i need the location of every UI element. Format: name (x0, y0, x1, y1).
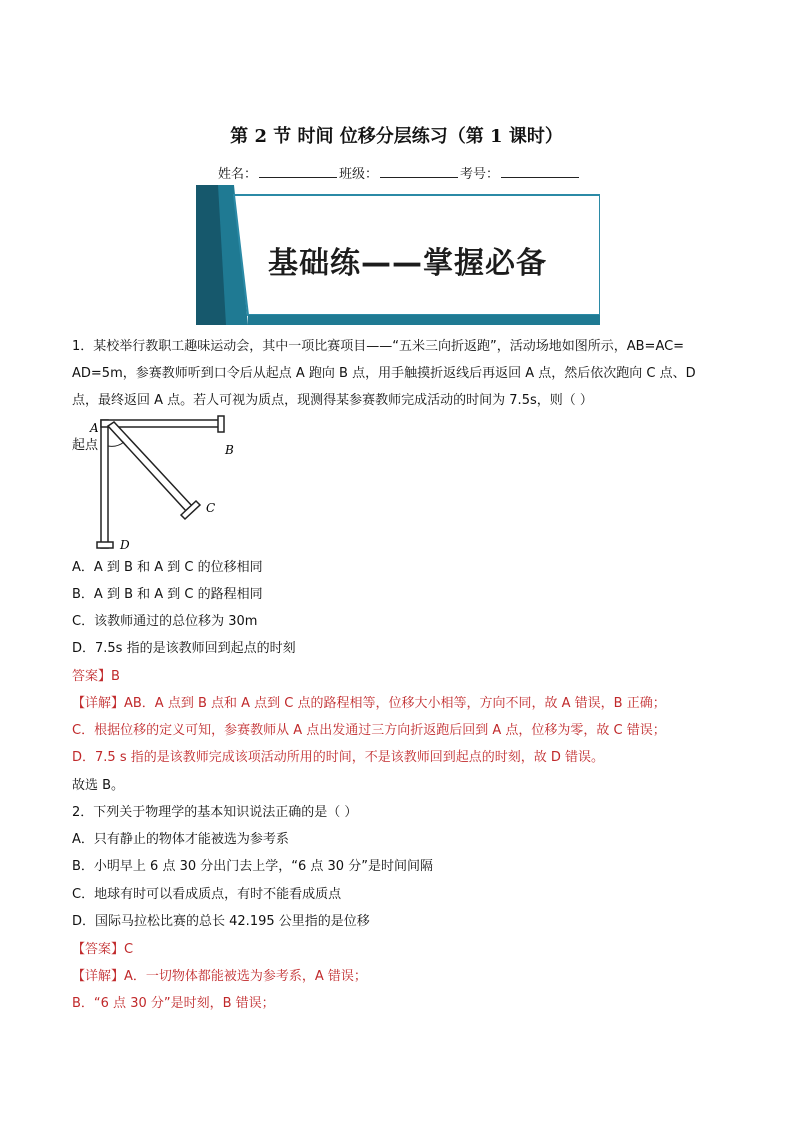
q1-stem-line-1: 1．某校举行教职工趣味运动会，其中一项比赛项目——“五米三向折返跑”，活动场地如图所示，AB=AC= (72, 339, 685, 354)
banner-title: 基础练——掌握必备 (268, 246, 547, 281)
q1-field-diagram (68, 412, 258, 557)
banner-bottom-band (248, 315, 600, 325)
q1-detail-1: 【详解】AB．A 点到 B 点和 A 点到 C 点的路程相等，位移大小相等，方向不同，故 A 错误，B 正确； (72, 696, 666, 711)
track-ac (108, 422, 193, 512)
q1-option-b: B．A 到 B 和 A 到 C 的路程相同 (72, 587, 263, 602)
q2-option-b: B．小明早上 6 点 30 分出门去上学，“6 点 30 分”是时间间隔 (72, 859, 433, 874)
track-ad (101, 420, 108, 548)
angle-arc (108, 442, 124, 446)
name-label: 姓名： (218, 167, 258, 182)
student-info (218, 163, 581, 182)
q2-detail-1: 【详解】A．一切物体都能被选为参考系，A 错误； (72, 969, 367, 984)
q1-detail-2: C．根据位移的定义可知，参赛教师从 A 点出发通过三方向折返跑后回到 A 点，位移为零，故 C 错误； (72, 723, 666, 738)
q2-answer: 【答案】C (72, 942, 134, 957)
q2-detail-2: B．“6 点 30 分”是时刻，B 错误； (72, 996, 275, 1011)
q1-stem-line-3: 点，最终返回 A 点。若人可视为质点，现测得某参赛教师完成活动的时间为 7.5s，则（ ） (72, 393, 593, 408)
q1-conclusion: 故选 B。 (72, 778, 125, 793)
turnback-line-d (97, 542, 113, 548)
label-c: C (206, 501, 216, 515)
q2-stem: 2．下列关于物理学的基本知识说法正确的是（ ） (72, 805, 358, 820)
q2-option-c: C．地球有时可以看成质点，有时不能看成质点 (72, 887, 342, 902)
q2-option-d: D．国际马拉松比赛的总长 42.195 公里指的是位移 (72, 914, 370, 929)
class-blank (380, 165, 458, 178)
exam-label: 考号： (460, 167, 500, 182)
q2-option-a: A．只有静止的物体才能被选为参考系 (72, 832, 289, 847)
turnback-line-b (218, 416, 224, 432)
q1-option-a: A．A 到 B 和 A 到 C 的位移相同 (72, 560, 263, 575)
q1-option-c: C．该教师通过的总位移为 30m (72, 614, 258, 629)
page-title: 第 2 节 时间 位移分层练习（第 1 课时） (230, 126, 563, 147)
label-start: 起点 (72, 438, 99, 453)
class-label: 班级： (339, 167, 379, 182)
label-d: D (120, 538, 130, 552)
q1-stem-line-2: AD=5m，参赛教师听到口令后从起点 A 跑向 B 点，用手触摸折返线后再返回 A 点，然后依次跑向 C 点、D (72, 366, 696, 381)
q1-option-d: D．7.5s 指的是该教师回到起点的时刻 (72, 641, 296, 656)
q1-answer: 答案】B (72, 669, 120, 684)
label-b: B (225, 443, 234, 457)
exam-blank (501, 165, 579, 178)
q1-detail-3: D．7.5 s 指的是该教师完成该项活动所用的时间，不是该教师回到起点的时刻，故 D 错误。 (72, 750, 604, 765)
label-a: A (90, 421, 99, 435)
track-ab (101, 420, 221, 427)
name-blank (259, 165, 337, 178)
